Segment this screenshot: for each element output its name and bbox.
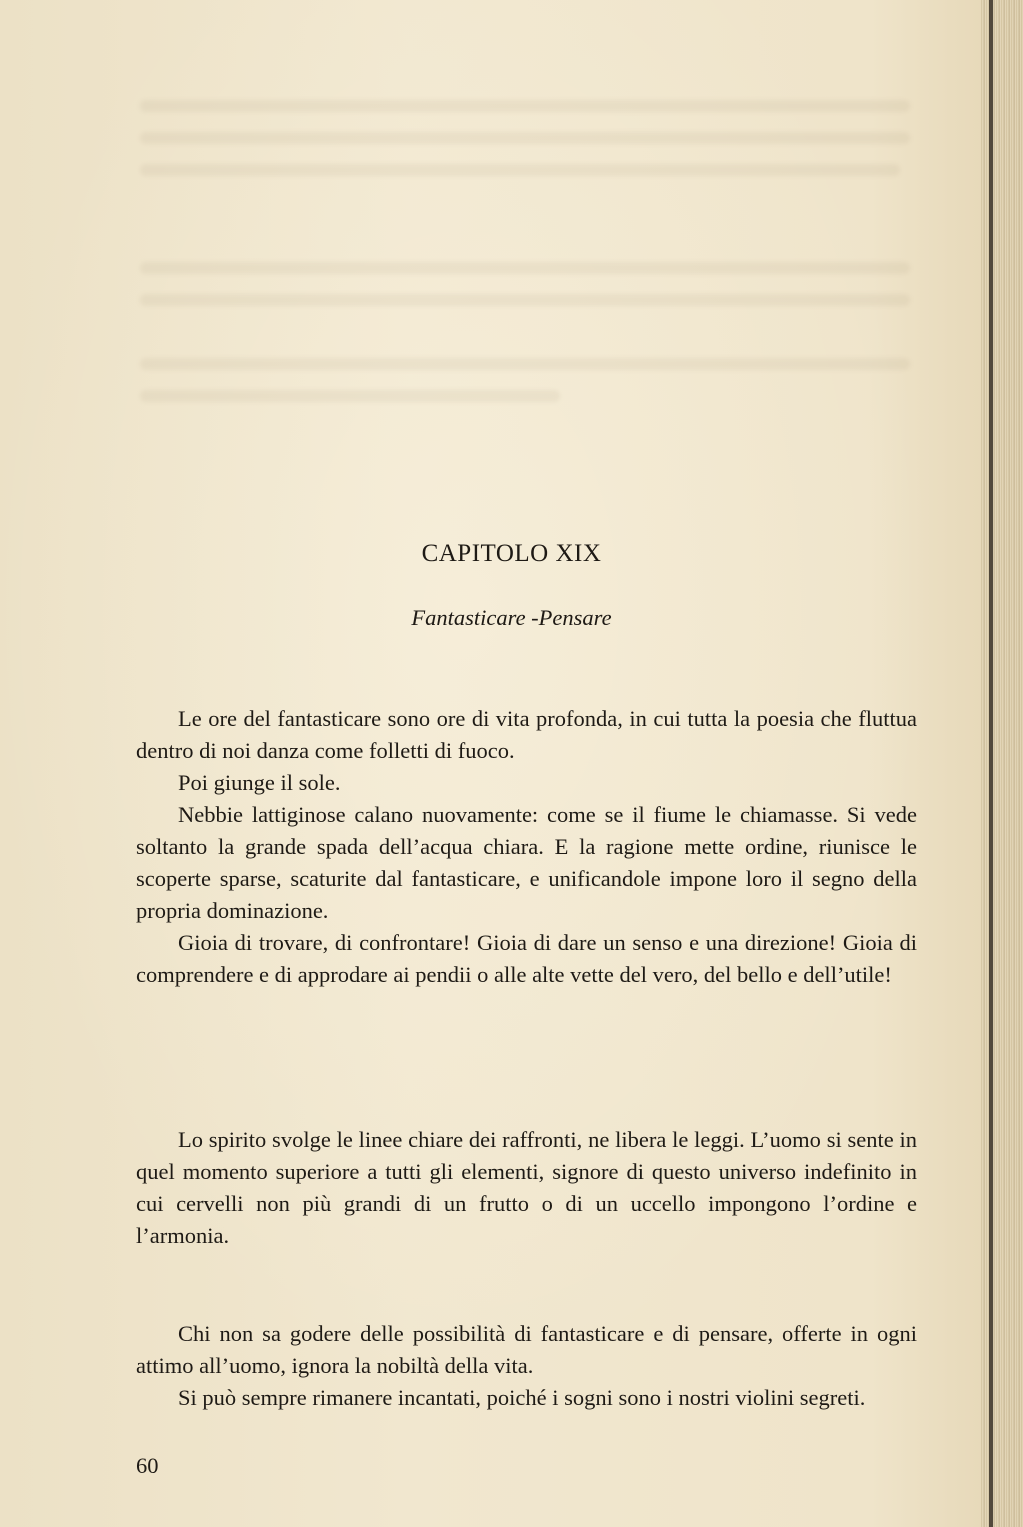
paragraph: Poi giunge il sole. [178, 770, 341, 795]
page-edge [981, 0, 1023, 1527]
paragraph: Gioia di trovare, di confrontare! Gioia di dare un senso e una direzione! Gioia di comprendere e di approdare ai pendii o alle alte vette del vero, del bello e dell’utile! [136, 930, 917, 987]
bleed-through-line [140, 100, 910, 112]
paragraph: Si può sempre rimanere incantati, poiché i sogni sono i nostri violini segreti. [178, 1385, 866, 1410]
paragraph: Nebbie lattiginose calano nuovamente: come se il fiume le chiamasse. Si vede soltanto la grande spada dell’acqua chiara. E la ragione mette ordine, riunisce le scoperte sparse, scaturite dal fantasticare, e unificandole impone loro il segno della propria dominazione. [136, 802, 917, 923]
bleed-through-line [140, 132, 910, 144]
chapter-title: CAPITOLO XIX [421, 540, 602, 567]
bleed-through-line [140, 294, 910, 306]
page-gutter-shadow [989, 0, 993, 1527]
chapter-subtitle: Fantasticare -Pensare [411, 605, 612, 630]
text-section-3 [136, 1318, 917, 1414]
bleed-through-line [140, 358, 910, 370]
bleed-through-line [140, 262, 910, 274]
paragraph: Chi non sa godere delle possibilità di fantasticare e di pensare, offerte in ogni attimo all’uomo, ignora la nobiltà della vita. [136, 1321, 917, 1378]
bleed-through-line [140, 164, 900, 176]
bleed-through-line [140, 390, 560, 402]
paragraph: Le ore del fantasticare sono ore di vita profonda, in cui tutta la poesia che fluttua dentro di noi danza come folletti di fuoco. [136, 706, 917, 763]
text-section-2 [136, 1124, 917, 1252]
paragraph: Lo spirito svolge le linee chiare dei raffronti, ne libera le leggi. L’uomo si sente in quel momento superiore a tutti gli elementi, signore di questo universo indefinito in cui cervelli non più grandi di un frutto o di un uccello impongono l’ordine e l’armonia. [136, 1127, 917, 1248]
text-section-1 [136, 703, 917, 991]
page-number: 60 [136, 1453, 159, 1478]
